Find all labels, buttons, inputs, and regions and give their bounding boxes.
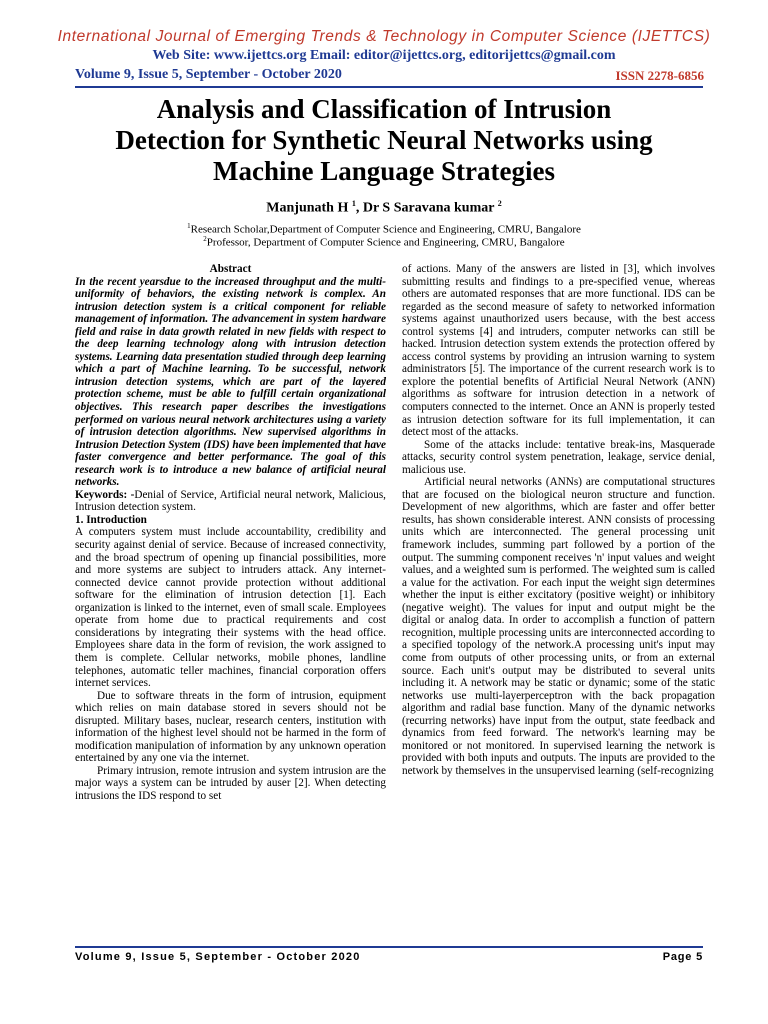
keywords-text: Denial of Service, Artificial neural network, Malicious, Intrusion detection system. — [75, 488, 386, 514]
author-name: , Dr S Saravana kumar — [355, 200, 495, 216]
journal-website-line: Web Site: www.ijettcs.org Email: editor@ijettcs.org, editorijettcs@gmail.com — [152, 48, 616, 63]
body-paragraph: A computers system must include accountability, credibility and security against denial of service. Because of increased connectivity, and the broad spectrum of opening up financial possibilities, more and more systems are subject to intruders attack. Any internet-connected device cannot provide protection without additional software for the elimination of intrusion detection [1]. Each organization is linked to the internet, even of small scale. Employees operate from home due to practical requirements and cost considerations by integrating their systems with the head office. Employees share data in the form of revision, the work assigned to them is complete. Cellular networks, mobile phones, landline telephones, automatic teller machines, financial corporation offers internet services. — [75, 526, 386, 690]
paper-title — [60, 94, 708, 187]
abstract-heading: Abstract — [209, 263, 252, 275]
footer-rule — [75, 946, 703, 948]
paper-title-line: Detection for Synthetic Neural Networks using — [115, 125, 653, 155]
author-line — [0, 199, 768, 217]
section-heading-introduction: 1. Introduction — [75, 513, 147, 526]
right-column — [402, 263, 715, 777]
paper-title-line: Analysis and Classification of Intrusion — [156, 94, 612, 124]
body-paragraph: Artificial neural networks (ANNs) are computational structures that are focused on the biological neuron structure and function. Development of new algorithms, which are faster and offer better results, has shown considerable interest. ANN consists of processing units which are interconnected. The general processing unit framework includes, summing part followed by a portion of the output. The summing component receives 'n' input values and weight values, and a weighted sum is performed. The weighted sum is called a value for the activation. For each input the weight sign determines whether the input is either excitatory (positive weight) or inhibitory (negative weight). The values for input and output might be the digital or analog data. In order to accomplish a function of pattern recognition, multiple processing units are interconnected according to a specified topology of the network.A processing unit's input may come from outputs of other processing units, or from an external source. Each unit's output may be distributed to several units including it. A network may be static or dynamic; some of the static networks use multi-layerperceptron with the back propagation algorithm and radial base function. Many of the dynamic networks (recurring networks) have input from the output, state feedback and dynamics from feed forward. The network's learning may be monitored or not monitored. In supervised learning the network is provided with both inputs and outputs. The inputs are provided to the network by themselves in the unsupervised learning (self-recognizing — [402, 476, 715, 777]
affiliation-2 — [0, 235, 768, 249]
abstract-text: In the recent yearsdue to the increased throughput and the multi-uniformity of behaviors, the existing network is complex. An intrusion detection system is a critical component for reliable management of information. The advancement in system hardware field and raise in data growth related in new fields with respect to the deep learning technology along with intrusion detection systems. Learning data presentation studied through deep learning which a part of Machine learning. To be successful, network intrusion detection systems, which are part of the layered protection scheme, must be able to fulfill certain organizational objectives. This research paper describes the investigations performed on various neural network architectures using a variety of intrusion detection algorithms. New supervised algorithms in Intrusion Detection System (IDS) have been implemented that have faster convergence and better performance. The goal of this research work is to introduce a new balance of artificial neural networks. — [75, 275, 386, 489]
issn-label: ISSN 2278-6856 — [615, 68, 704, 83]
keywords-label: Keywords: - — [75, 488, 135, 501]
affiliation-superscript: 2 — [203, 235, 207, 243]
body-paragraph: Some of the attacks include: tentative break-ins, Masquerade attacks, security control system penetration, leakage, service denial, malicious use. — [402, 438, 715, 476]
header-rule — [75, 86, 703, 88]
affiliation-superscript: 1 — [187, 222, 191, 230]
keywords-paragraph — [75, 489, 386, 514]
left-column — [75, 263, 386, 803]
paper-title-line: Machine Language Strategies — [213, 156, 555, 186]
author-name: Manjunath H — [266, 200, 349, 216]
body-paragraph: Due to software threats in the form of intrusion, equipment which relies on main database stored in severs should not be disrupted. Military bases, nuclear, research centers, institution with information of the highest level should not be harmed in the form of modification manipulation of information by any unknown operation entertained by any one via the internet. — [75, 689, 386, 765]
volume-issue-line: Volume 9, Issue 5, September - October 2020 — [75, 67, 342, 82]
footer-page-number: Page 5 — [662, 951, 703, 963]
body-paragraph: Primary intrusion, remote intrusion and system intrusion are the major ways a system can be intruded by auser [2]. When detecting intrusions the IDS respond to set — [75, 764, 386, 802]
author-superscript: 2 — [497, 199, 502, 208]
affiliation-text: Professor, Department of Computer Science and Engineering, CMRU, Bangalore — [206, 236, 565, 249]
author-superscript: 1 — [351, 199, 356, 208]
affiliation-text: Research Scholar,Department of Computer Science and Engineering, CMRU, Bangalore — [190, 223, 581, 236]
journal-title: International Journal of Emerging Trends & Technology in Computer Science (IJETTCS) — [57, 28, 711, 45]
body-paragraph: of actions. Many of the answers are listed in [3], which involves submitting results and findings to a pre-specified venue, whereas others are automated responses that are more functional. IDS can be regarded as the second measure of safety to networked information systems against unauthorized users because, with the best access control systems [4] and intruders, computer networks can still be hacked. Intrusion detection system extends the protection offered by access control systems by providing an intrusion warning to system administrators [5]. The importance of the current research work is to explore the potential benefits of Artificial Neural Network (ANN) algorithms as software for intrusion detection in a network of computers connected to the internet. Once an ANN is properly tested as intrusion detection software for its full implementation, it can detect most of the attacks. — [402, 263, 715, 439]
footer-volume: Volume 9, Issue 5, September - October 2020 — [75, 951, 361, 963]
affiliation-1 — [0, 222, 768, 236]
